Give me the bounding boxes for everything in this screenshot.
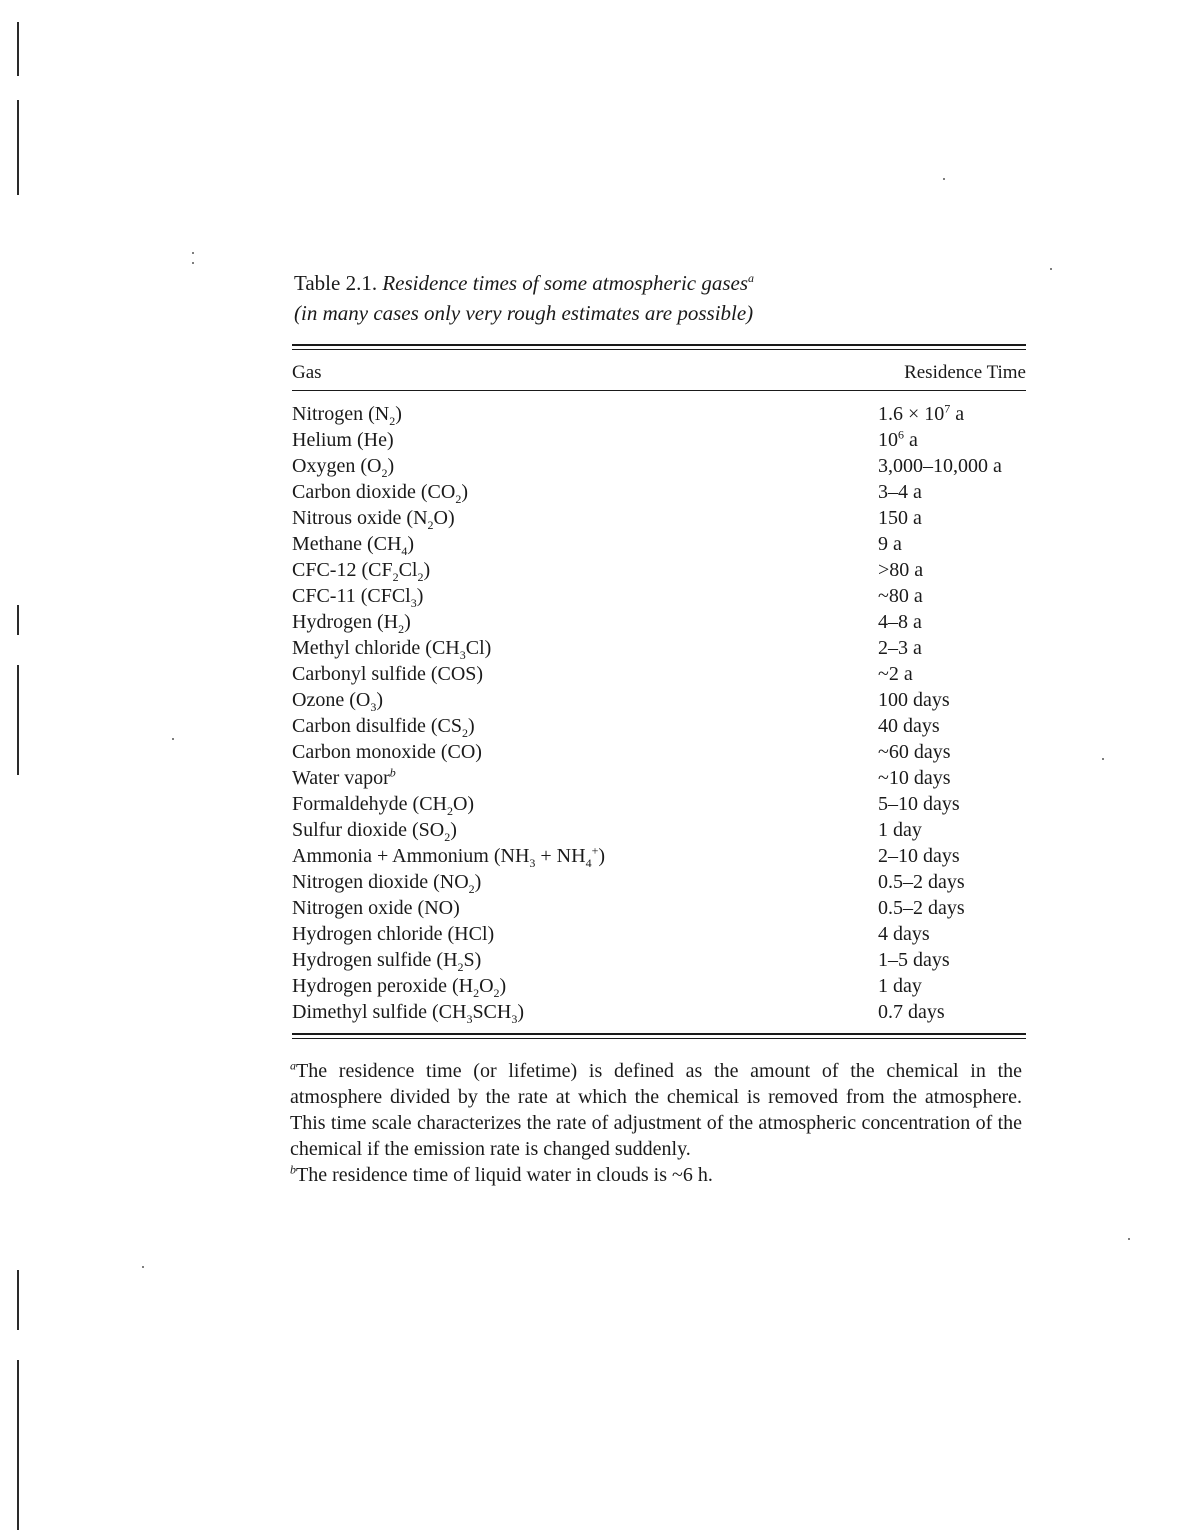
residence-time-cell: ~10 days xyxy=(878,767,951,789)
footnote-b xyxy=(290,1162,1022,1188)
footnote-marker: b xyxy=(290,1162,296,1177)
table-row xyxy=(292,531,1026,557)
table-row xyxy=(292,895,1026,921)
gas-cell: Methyl chloride $(CH_3Cl)$ xyxy=(292,637,492,662)
scan-speck xyxy=(192,252,194,254)
gas-cell: Nitrogen $(N_2)$ xyxy=(292,403,402,428)
scan-speck xyxy=(1050,268,1052,270)
residence-time-cell: ~2 a xyxy=(878,663,913,685)
table-header-row xyxy=(292,350,1026,390)
residence-times-table xyxy=(292,344,1026,1039)
gas-cell: Nitrogen oxide (NO) xyxy=(292,897,460,919)
gas-cell: Carbon disulfide $(CS_2)$ xyxy=(292,715,475,740)
table-body xyxy=(292,391,1026,1033)
residence-time-cell: 1–5 days xyxy=(878,949,950,971)
gas-cell: Formaldehyde $(CH_2O)$ xyxy=(292,793,475,818)
residence-time-cell: 1 day xyxy=(878,975,922,997)
table-row xyxy=(292,973,1026,999)
residence-time-cell: 2–10 days xyxy=(878,845,960,867)
scan-edge-mark xyxy=(17,665,19,775)
table-row xyxy=(292,609,1026,635)
table-row xyxy=(292,999,1026,1025)
residence-time-cell: 5–10 days xyxy=(878,793,960,815)
table-bottom-rule xyxy=(292,1033,1026,1039)
gas-cell: Sulfur dioxide $(SO_2)$ xyxy=(292,819,457,844)
gas-cell: CFC-12 $(CF_2Cl_2)$ xyxy=(292,559,431,584)
residence-time-cell: 1 day xyxy=(878,819,922,841)
residence-time-cell: 0.5–2 days xyxy=(878,871,965,893)
residence-time-cell: 150 a xyxy=(878,507,922,529)
table-row xyxy=(292,453,1026,479)
table-title: Residence times of some atmospheric gases xyxy=(382,271,749,295)
gas-cell: Carbon dioxide $(CO_2)$ xyxy=(292,481,468,506)
gas-cell: Ozone $(O_3)$ xyxy=(292,689,383,714)
residence-time-cell: 2–3 a xyxy=(878,637,922,659)
table-row xyxy=(292,817,1026,843)
gas-cell: Ammonia + Ammonium $(NH_3 + NH_4^+)$ xyxy=(292,843,606,870)
table-row xyxy=(292,921,1026,947)
table-row xyxy=(292,791,1026,817)
scan-edge-mark xyxy=(17,1270,19,1330)
gas-cell: Hydrogen sulfide $(H_2S)$ xyxy=(292,949,482,974)
residence-time-cell: >80 a xyxy=(878,559,924,581)
scan-speck xyxy=(1128,1238,1130,1240)
residence-time-cell: 0.7 days xyxy=(878,1001,945,1023)
table-row xyxy=(292,687,1026,713)
table-title-footnote-marker: a xyxy=(748,271,755,285)
gas-cell: Helium (He) xyxy=(292,429,394,451)
gas-cell: Nitrogen dioxide $(NO_2)$ xyxy=(292,871,482,896)
footnote-text: The residence time (or lifetime) is defined as the amount of the chemical in the atmosphere divided by the rate at which the chemical is removed from the atmosphere. This time scale characterizes the rate of adjustment of the atmospheric concentration of the chemical if the emission rate is changed suddenly. xyxy=(290,1060,1022,1160)
gas-cell: Oxygen $(O_2)$ xyxy=(292,455,395,480)
footnote-marker: a xyxy=(290,1058,296,1073)
residence-time-cell: 4–8 a xyxy=(878,611,922,633)
table-row xyxy=(292,947,1026,973)
header-residence-time: Residence Time xyxy=(904,362,1026,383)
table-row xyxy=(292,557,1026,583)
scan-speck xyxy=(943,178,945,180)
scan-speck xyxy=(192,262,194,264)
table-caption xyxy=(294,268,1034,328)
residence-time-cell: 40 days xyxy=(878,715,940,737)
table-row xyxy=(292,427,1026,453)
residence-time-cell: $1.6 \times 10^7$ a xyxy=(878,401,965,425)
residence-time-cell: 9 a xyxy=(878,533,902,555)
table-row xyxy=(292,739,1026,765)
table-row xyxy=(292,505,1026,531)
residence-time-cell: 3,000–10,000 a xyxy=(878,455,1002,477)
footnote-a xyxy=(290,1058,1022,1162)
residence-time-cell: ~60 days xyxy=(878,741,951,763)
gas-cell: Hydrogen peroxide $(H_2O_2)$ xyxy=(292,975,507,1000)
scan-edge-mark xyxy=(17,1360,19,1530)
scan-speck xyxy=(1102,758,1104,760)
table-number: Table 2.1. xyxy=(294,271,378,295)
gas-cell: Carbon monoxide (CO) xyxy=(292,741,482,763)
table-row xyxy=(292,713,1026,739)
table-footnotes xyxy=(290,1058,1022,1188)
gas-cell: Hydrogen $(H_2)$ xyxy=(292,611,411,636)
scan-speck xyxy=(142,1266,144,1268)
gas-cell: Water vapor$^b$ xyxy=(292,765,396,789)
residence-time-cell: 0.5–2 days xyxy=(878,897,965,919)
residence-time-cell: ~80 a xyxy=(878,585,923,607)
table-row xyxy=(292,635,1026,661)
table-row xyxy=(292,765,1026,791)
gas-cell: CFC-11 (CFCl$_3$) xyxy=(292,585,424,610)
scan-edge-mark xyxy=(17,100,19,195)
gas-cell: Methane $(CH_4)$ xyxy=(292,533,415,558)
table-subtitle: (in many cases only very rough estimates are possible) xyxy=(294,301,754,325)
gas-cell: Carbonyl sulfide (COS) xyxy=(292,663,484,685)
table-row xyxy=(292,869,1026,895)
header-gas: Gas xyxy=(292,362,322,383)
residence-time-cell: 3–4 a xyxy=(878,481,922,503)
table-row xyxy=(292,843,1026,869)
table-row xyxy=(292,401,1026,427)
table-row xyxy=(292,661,1026,687)
table-row xyxy=(292,479,1026,505)
gas-cell: Hydrogen chloride (HCl) xyxy=(292,923,495,945)
gas-cell: Nitrous oxide $(N_2O)$ xyxy=(292,507,455,532)
scan-edge-mark xyxy=(17,605,19,635)
residence-time-cell: $10^6$ a xyxy=(878,427,918,451)
residence-time-cell: 100 days xyxy=(878,689,950,711)
gas-cell: Dimethyl sulfide $(CH_3SCH_3)$ xyxy=(292,1001,525,1026)
residence-time-cell: 4 days xyxy=(878,923,930,945)
footnote-text: The residence time of liquid water in clouds is ~6 h. xyxy=(296,1164,713,1186)
scan-edge-mark xyxy=(17,22,19,76)
scan-speck xyxy=(172,738,174,740)
table-row xyxy=(292,583,1026,609)
